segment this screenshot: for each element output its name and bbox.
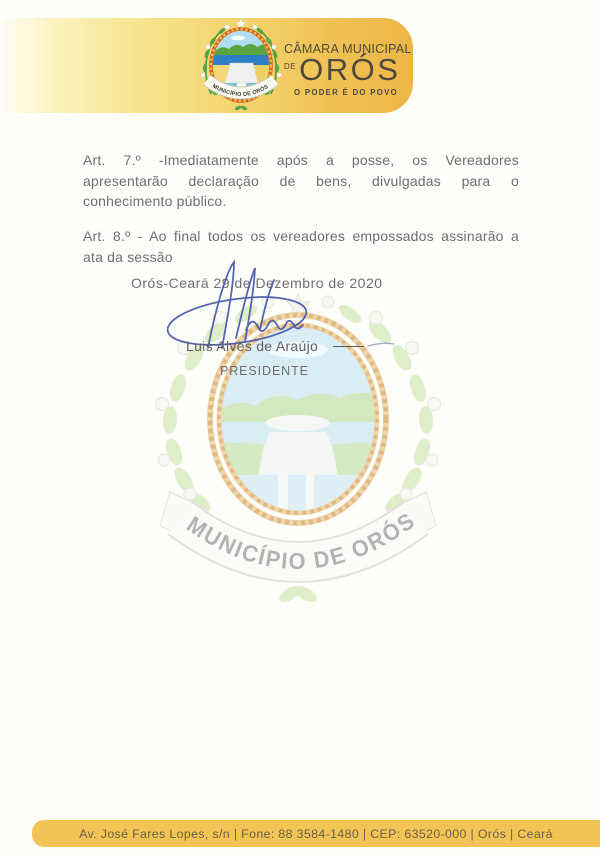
bottom-sprig [277,583,320,605]
text-line: ata da sessão [83,248,173,265]
org-name-line1: CÂMARA MUNICIPAL [284,42,412,56]
org-slogan: O PODER É DO POVO [294,88,398,98]
bottom-sprig [234,105,248,111]
footer-banner [32,820,600,847]
municipal-seal-logo [196,18,286,113]
signer-name: Luis Alves de Araújo [186,338,319,354]
text-line: apresentarão declaração de bens, divulgadas para o [83,172,519,189]
signer-title: PRESIDENTE [220,364,309,378]
logo-ribbon-text: MUNICÍPIO DE ORÓS [211,83,270,99]
org-name-main: ORÓS [299,52,401,87]
signature-line-dash [333,346,364,347]
watermark-ribbon-text: MUNICÍPIO DE ORÓS [182,505,422,575]
date-line: Orós-Ceará 29 de Dezembro de 2020 [131,275,383,291]
text-line: Art. 8.º - Ao final todos os vereadores empossados assinarão a [83,228,519,244]
org-name-de: DE [284,62,297,71]
header-wordmark [284,42,414,97]
text-line: Art. 7.º -Imediatamente após a posse, os Vereadores [83,152,519,168]
article-7-paragraph [83,150,519,212]
footer-address: Av. José Fares Lopes, s/n | Fone: 88 3584-1480 | CEP: 63520-000 | Orós | Ceará [79,826,553,841]
text-line: conhecimento público. [83,193,227,209]
star-icon [236,19,246,29]
